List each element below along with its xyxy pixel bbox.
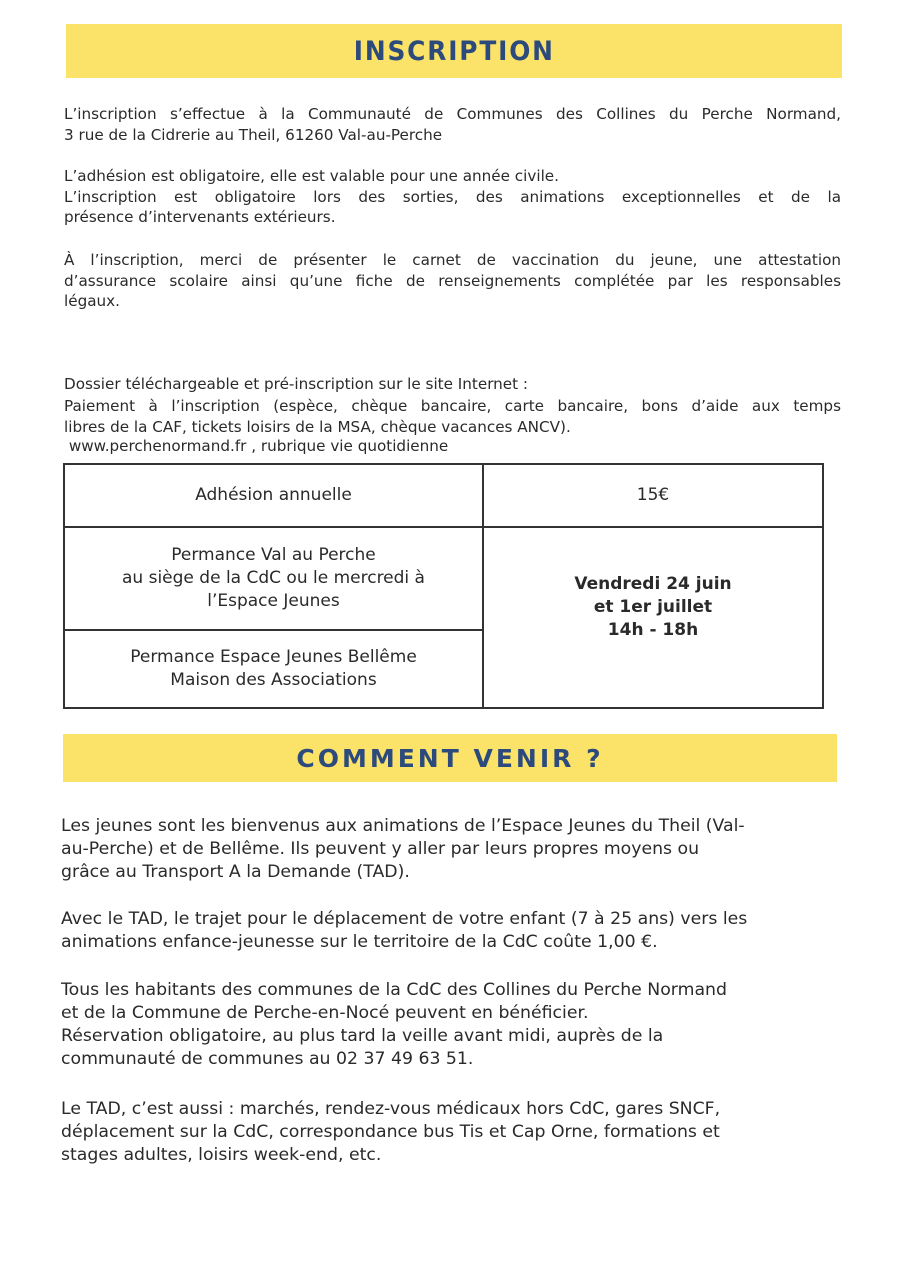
text-line: d’assurance scolaire ainsi qu’une fiche de renseignements complétée par les responsables (64, 271, 841, 290)
text-line: Paiement à l’inscription (espèce, chèque bancaire, carte bancaire, bons d’aide aux temps (64, 397, 841, 415)
text-line: L’adhésion est obligatoire, elle est valable pour une année civile. (64, 167, 559, 185)
text-line: Le TAD, c’est aussi : marchés, rendez-vous médicaux hors CdC, gares SNCF, (61, 1099, 721, 1119)
text-line: et 1er juillet (593, 597, 713, 617)
table-row (64, 527, 823, 630)
venir-paragraph-2 (61, 908, 801, 954)
inscription-paragraph-2 (64, 166, 841, 228)
text-line: Permance Espace Jeunes Bellême (130, 647, 417, 667)
text-line: stages adultes, loisirs week-end, etc. (61, 1145, 382, 1165)
inscription-banner (66, 24, 842, 78)
text-line: grâce au Transport A la Demande (TAD). (61, 862, 410, 882)
text-line: L’inscription s’effectue à la Communauté de Communes des Collines du Perche Normand, (64, 105, 841, 123)
text-line: l’Espace Jeunes (207, 591, 340, 611)
inscription-title: INSCRIPTION (353, 35, 555, 67)
text-line: L’inscription est obligatoire lors des sorties, des animations exceptionnelles et de la (64, 187, 841, 206)
text-line: Maison des Associations (170, 670, 377, 690)
inscription-paragraph-3 (64, 250, 841, 312)
text-line: Dossier téléchargeable et pré-inscription sur le site Internet : (64, 375, 529, 393)
text-line: animations enfance-jeunesse sur le territoire de la CdC coûte 1,00 €. (61, 932, 658, 952)
text-line: Les jeunes sont les bienvenus aux animations de l’Espace Jeunes du Theil (Val- (61, 816, 745, 836)
permanence-schedule (483, 527, 823, 708)
venir-paragraph-3 (61, 979, 801, 1071)
text-line: libres de la CAF, tickets loisirs de la MSA, chèque vacances ANCV). (64, 417, 571, 436)
text-line: légaux. (64, 292, 120, 310)
tarifs-table (63, 463, 824, 709)
text-line: 3 rue de la Cidrerie au Theil, 61260 Val-au-Perche (64, 125, 443, 144)
membership-label: Adhésion annuelle (64, 464, 483, 527)
inscription-paragraph-5 (64, 396, 841, 437)
text-line: au siège de la CdC ou le mercredi à (122, 568, 425, 588)
text-line: Permance Val au Perche (171, 545, 376, 565)
comment-venir-banner (63, 734, 837, 782)
inscription-paragraph-1 (64, 104, 841, 145)
text-line: communauté de communes au 02 37 49 63 51. (61, 1049, 474, 1069)
membership-price: 15€ (483, 464, 823, 527)
text-line: 14h - 18h (607, 620, 699, 640)
text-line: et de la Commune de Perche-en-Nocé peuvent en bénéficier. (61, 1003, 589, 1023)
permanence-belleme (64, 630, 483, 708)
text-line: Vendredi 24 juin (574, 574, 732, 594)
text-line: au-Perche) et de Bellême. Ils peuvent y aller par leurs propres moyens ou (61, 839, 700, 859)
text-line: Réservation obligatoire, au plus tard la veille avant midi, auprès de la (61, 1026, 664, 1046)
text-line: déplacement sur la CdC, correspondance bus Tis et Cap Orne, formations et (61, 1122, 720, 1142)
comment-venir-title: COMMENT VENIR ? (296, 743, 604, 773)
venir-paragraph-4 (61, 1098, 801, 1167)
text-line: À l’inscription, merci de présenter le carnet de vaccination du jeune, une attestation (64, 251, 841, 269)
permanence-val-au-perche (64, 527, 483, 630)
table-row (64, 464, 823, 527)
text-line: Avec le TAD, le trajet pour le déplacement de votre enfant (7 à 25 ans) vers les (61, 909, 748, 929)
text-line: Tous les habitants des communes de la CdC des Collines du Perche Normand (61, 980, 727, 1000)
text-line: présence d’intervenants extérieurs. (64, 208, 336, 226)
venir-paragraph-1 (61, 815, 801, 884)
website-text: www.perchenormand.fr , rubrique vie quotidienne (64, 436, 449, 455)
